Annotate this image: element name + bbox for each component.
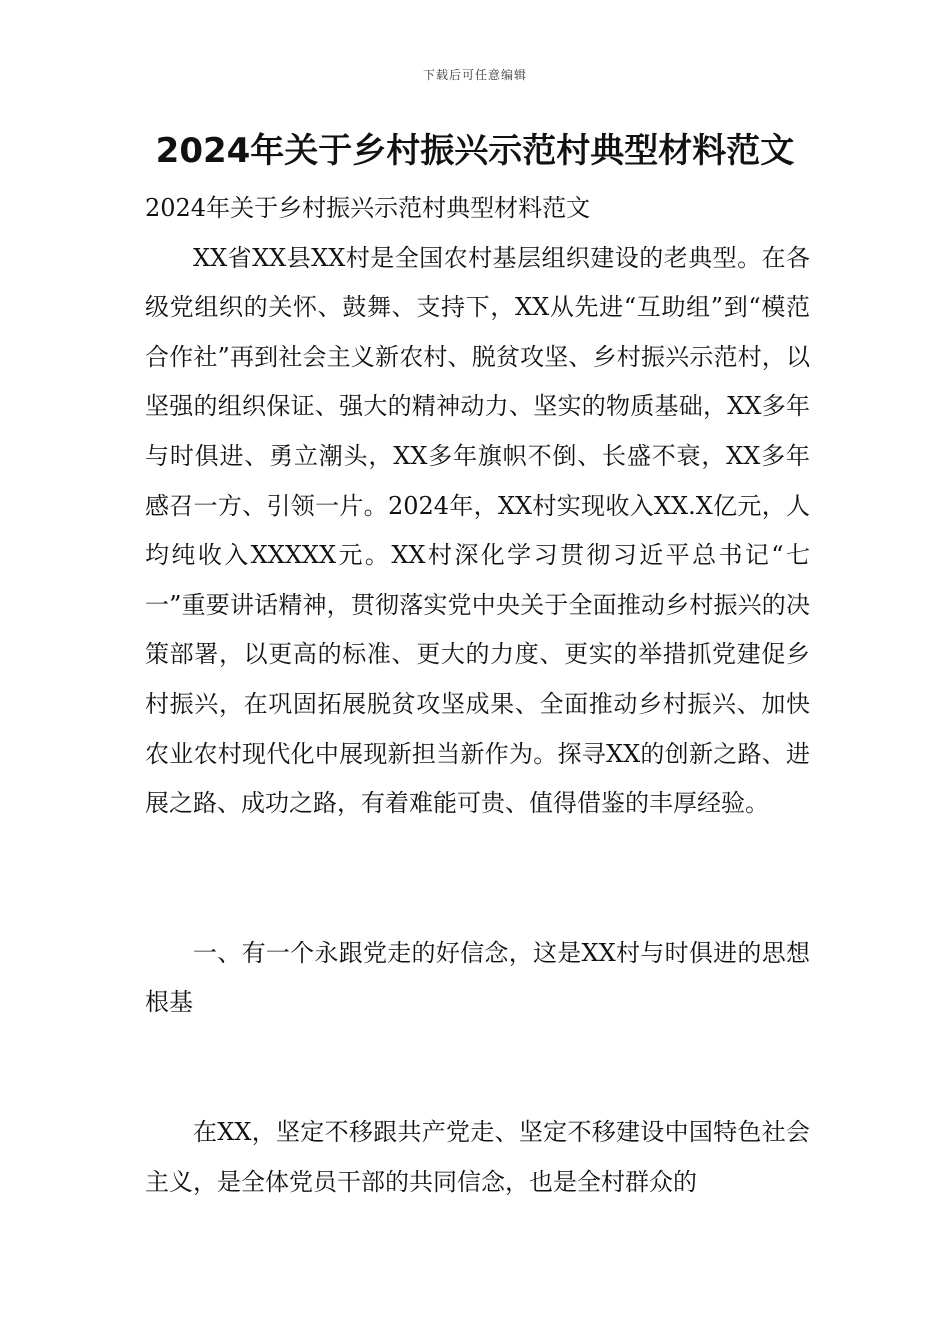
paragraph-gap [145,829,810,929]
intro-paragraph: XX省XX县XX村是全国农村基层组织建设的老典型。在各级党组织的关怀、鼓舞、支持下，XX从先进“互助组”到“模范合作社”再到社会主义新农村、脱贫攻坚、乡村振兴示范村，以坚强的组织保证、强大的精神动力、坚实的物质基础，XX多年与时俱进、勇立潮头，XX多年旗帜不倒、长盛不衰，XX多年感召一方、引领一片。2024年，XX村实现收入XX.X亿元，人均纯收入XXXXX元。XX村深化学习贯彻习近平总书记“七一”重要讲话精神，贯彻落实党中央关于全面推动乡村振兴的决策部署，以更高的标准、更大的力度、更实的举措抓党建促乡村振兴，在巩固拓展脱贫攻坚成果、全面推动乡村振兴、加快农业农村现代化中展现新担当新作为。探寻XX的创新之路、进展之路、成功之路，有着难能可贵、值得借鉴的丰厚经验。 [145,243,810,818]
section-1-paragraph: 在XX，坚定不移跟共产党走、坚定不移建设中国特色社会主义，是全体党员干部的共同信念，也是全村群众的 [145,1117,810,1196]
document-body [145,184,810,1207]
document-title: 2024年关于乡村振兴示范村典型材料范文 [155,131,795,171]
section-heading-1: 一、有一个永跟党走的好信念，这是XX村与时俱进的思想根基 [145,938,810,1017]
header-note: 下载后可任意编辑 [422,68,527,82]
paragraph-gap [145,1028,810,1108]
document-subtitle: 2024年关于乡村振兴示范村典型材料范文 [145,194,591,222]
